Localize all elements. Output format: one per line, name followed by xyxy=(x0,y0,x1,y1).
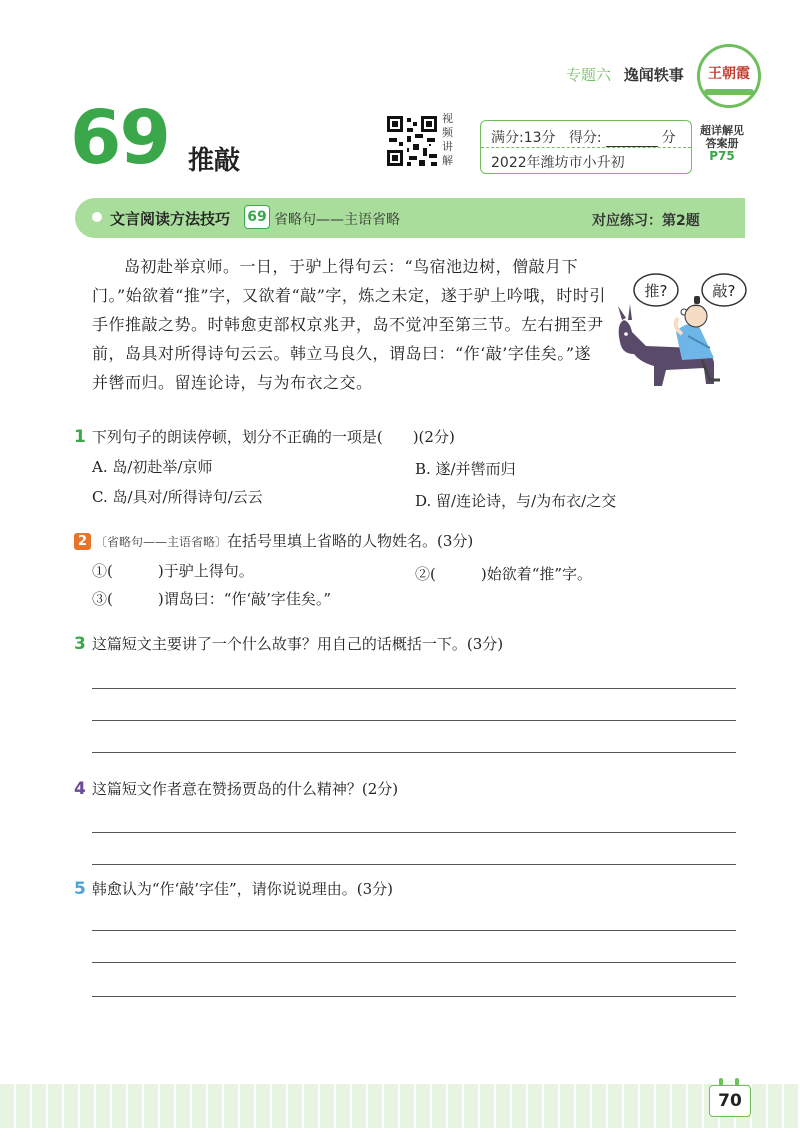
classical-passage: 岛初赴举京师。一日，于驴上得句云：“鸟宿池边树，僧敲月下门。”始欲着“推”字，又欲着“敲”字，炼之未定，遂于驴上吟哦，时时引手作推敲之势。时韩愈吏部权京兆尹，岛不觉冲至第三节。左右拥至尹前，岛具对所得诗句云云。韩立马良久，谓岛曰：“作‘敲’字佳矣。”遂并辔而归。留连论诗，与为布衣之交。 xyxy=(92,257,606,392)
answer-line[interactable] xyxy=(92,832,736,833)
qr-label: 视频讲解 xyxy=(442,112,453,167)
question-text: 这篇短文主要讲了一个什么故事？用自己的话概括一下。(3分) xyxy=(91,635,504,653)
score-unit: 分 xyxy=(661,130,676,146)
option-b[interactable]: B. 遂/并辔而归 xyxy=(415,460,516,478)
topic-tag: 专题六 xyxy=(566,66,612,84)
question-number: 3 xyxy=(74,634,86,654)
method-subtitle: 省略句——主语省略 xyxy=(274,212,400,228)
logo-text: 王朝霞 xyxy=(708,66,750,82)
question-3 xyxy=(74,633,503,654)
lesson-title: 推敲 xyxy=(188,146,241,176)
answer-reference xyxy=(694,124,750,163)
question-text: 下列句子的朗读停顿，划分不正确的一项是( )(2分) xyxy=(91,428,455,446)
qr-code-icon[interactable] xyxy=(385,112,439,168)
score-panel xyxy=(480,120,692,174)
bullet-icon xyxy=(92,212,102,222)
lesson-number: 69 xyxy=(70,95,169,181)
question-text: 韩愈认为“作‘敲’字佳”，请你说说理由。(3分) xyxy=(91,880,393,898)
method-title: 文言阅读方法技巧 xyxy=(110,210,231,228)
score-row xyxy=(491,127,676,147)
question-1 xyxy=(74,426,455,447)
practice-ref: 对应练习：第2题 xyxy=(592,213,700,229)
question-tag: 〔省略句——主语省略〕 xyxy=(95,535,228,549)
question-2 xyxy=(74,530,473,551)
answer-ref-line1: 超详解见 xyxy=(700,124,744,137)
question-number: 5 xyxy=(74,879,86,899)
page-number: 70 xyxy=(709,1085,751,1117)
blank-1[interactable]: ①( )于驴上得句。 xyxy=(92,562,254,580)
bubble-knock: 敲? xyxy=(712,282,736,300)
logo-ribbon xyxy=(704,89,754,95)
score-box xyxy=(480,120,752,174)
donkey-rider-illustration xyxy=(606,262,756,390)
question-4 xyxy=(74,778,398,799)
topic-name: 逸闻轶事 xyxy=(623,66,684,84)
got-score-label: 得分: xyxy=(568,130,602,146)
answer-line[interactable] xyxy=(92,930,736,931)
blank-2[interactable]: ②( )始欲着“推”字。 xyxy=(415,565,593,583)
footer-band xyxy=(0,1084,800,1128)
topic-label xyxy=(566,64,684,85)
score-divider xyxy=(481,147,691,148)
question-text: 在括号里填上省略的人物姓名。(3分) xyxy=(227,532,474,550)
answer-ref-line2: 答案册 xyxy=(705,137,739,150)
answer-line[interactable] xyxy=(92,864,736,865)
option-d[interactable]: D. 留/连论诗，与/为布衣/之交 xyxy=(415,492,617,510)
full-score: 满分:13分 xyxy=(491,130,556,146)
source-label: 2022年潍坊市小升初 xyxy=(491,155,625,171)
question-number-badge: 2 xyxy=(74,533,91,550)
question-5 xyxy=(74,878,393,899)
option-a[interactable]: A. 岛/初赴举/京师 xyxy=(92,458,213,476)
answer-line[interactable] xyxy=(92,752,736,753)
answer-ref-page: P75 xyxy=(709,149,735,163)
answer-line[interactable] xyxy=(92,996,736,997)
question-number: 1 xyxy=(74,427,86,447)
answer-line[interactable] xyxy=(92,688,736,689)
blank-3[interactable]: ③( )谓岛曰：“作‘敲’字佳矣。” xyxy=(92,590,332,608)
bubble-push: 推? xyxy=(644,282,668,300)
brand-logo xyxy=(697,44,761,108)
answer-line[interactable] xyxy=(92,962,736,963)
answer-line[interactable] xyxy=(92,720,736,721)
method-number: 69 xyxy=(244,205,270,229)
question-text: 这篇短文作者意在赞扬贾岛的什么精神？(2分) xyxy=(91,780,399,798)
option-c[interactable]: C. 岛/具对/所得诗句/云云 xyxy=(92,488,263,506)
question-number: 4 xyxy=(74,779,86,799)
